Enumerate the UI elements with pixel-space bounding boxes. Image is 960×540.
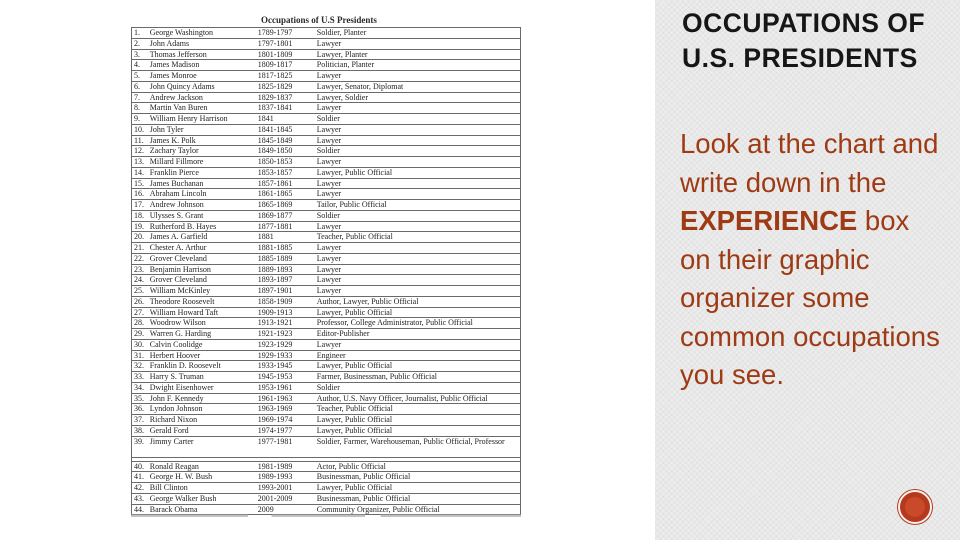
table-row [132, 167, 521, 178]
occupation: Lawyer [315, 38, 521, 49]
row-number: 44. [132, 504, 148, 515]
president-name: Franklin D. Roosevelt [148, 361, 256, 372]
row-number: 34. [132, 382, 148, 393]
slide-title: OCCUPATIONS OF U.S. PRESIDENTS [682, 8, 926, 73]
president-name: George Walker Bush [148, 493, 256, 504]
table-row [132, 103, 521, 114]
president-name: Richard Nixon [148, 415, 256, 426]
president-name: Harry S. Truman [148, 372, 256, 383]
row-number: 7. [132, 92, 148, 103]
row-number: 21. [132, 243, 148, 254]
table-row [132, 60, 521, 71]
occupation: Lawyer, Public Official [315, 167, 521, 178]
row-number: 2. [132, 38, 148, 49]
occupation: Lawyer, Public Official [315, 425, 521, 436]
table-row [132, 461, 521, 472]
slide-corner-badge [898, 490, 932, 524]
president-name: John Quincy Adams [148, 81, 256, 92]
term-years: 1885-1889 [256, 253, 315, 264]
term-years: 1953-1961 [256, 382, 315, 393]
table-row [132, 329, 521, 340]
term-years: 1929-1933 [256, 350, 315, 361]
row-number: 33. [132, 372, 148, 383]
presidents-occupation-table-image [131, 14, 521, 517]
occupation: Lawyer [315, 243, 521, 254]
row-number: 20. [132, 232, 148, 243]
occupation: Community Organizer, Public Official [315, 504, 521, 515]
row-number: 5. [132, 71, 148, 82]
table-row [132, 404, 521, 415]
table-row [132, 146, 521, 157]
occupation: Soldier, Planter [315, 28, 521, 39]
occupation: Soldier [315, 210, 521, 221]
president-name: John Tyler [148, 124, 256, 135]
president-name: Theodore Roosevelt [148, 296, 256, 307]
row-number: 37. [132, 415, 148, 426]
term-years: 1797-1801 [256, 38, 315, 49]
president-name: Herbert Hoover [148, 350, 256, 361]
table-row [132, 221, 521, 232]
presidents-table [131, 27, 521, 515]
occupation: Farmer, Businessman, Public Official [315, 372, 521, 383]
row-number: 31. [132, 350, 148, 361]
term-years: 1858-1909 [256, 296, 315, 307]
president-name: Jimmy Carter [148, 436, 256, 457]
table-row [132, 286, 521, 297]
row-number: 35. [132, 393, 148, 404]
occupation: Lawyer [315, 221, 521, 232]
term-years: 1989-1993 [256, 472, 315, 483]
row-number: 4. [132, 60, 148, 71]
table-title-text: Occupations of U.S Presidents [261, 15, 377, 25]
table-row [132, 493, 521, 504]
president-name: Martin Van Buren [148, 103, 256, 114]
presidents-table-body [132, 28, 521, 515]
row-number: 3. [132, 49, 148, 60]
instructions-text-end: box on their graphic organizer some common occupations you see. [680, 205, 940, 390]
occupation: Lawyer [315, 189, 521, 200]
term-years: 1849-1850 [256, 146, 315, 157]
term-years: 1801-1809 [256, 49, 315, 60]
president-name: James Monroe [148, 71, 256, 82]
occupation: Soldier [315, 382, 521, 393]
table-row [132, 124, 521, 135]
term-years: 1969-1974 [256, 415, 315, 426]
table-row [132, 200, 521, 211]
row-number: 36. [132, 404, 148, 415]
row-number: 11. [132, 135, 148, 146]
occupation: Lawyer [315, 135, 521, 146]
president-name: Barack Obama [148, 504, 256, 515]
term-years: 1857-1861 [256, 178, 315, 189]
row-number: 6. [132, 81, 148, 92]
occupation: Lawyer, Public Official [315, 415, 521, 426]
table-row [132, 318, 521, 329]
row-number: 1. [132, 28, 148, 39]
occupation: Soldier [315, 114, 521, 125]
occupation: Lawyer, Planter [315, 49, 521, 60]
term-years: 1893-1897 [256, 275, 315, 286]
table-row [132, 232, 521, 243]
term-years: 1825-1829 [256, 81, 315, 92]
president-name: Grover Cleveland [148, 253, 256, 264]
president-name: Franklin Pierce [148, 167, 256, 178]
president-name: Calvin Coolidge [148, 339, 256, 350]
president-name: William Howard Taft [148, 307, 256, 318]
president-name: Gerald Ford [148, 425, 256, 436]
slide-instructions [680, 125, 942, 395]
table-row [132, 210, 521, 221]
president-name: Millard Fillmore [148, 157, 256, 168]
term-years: 1993-2001 [256, 483, 315, 494]
occupation: Soldier [315, 146, 521, 157]
term-years: 1841 [256, 114, 315, 125]
table-row [132, 425, 521, 436]
term-years: 1945-1953 [256, 372, 315, 383]
term-years: 1817-1825 [256, 71, 315, 82]
president-name: Dwight Eisenhower [148, 382, 256, 393]
term-years: 2009 [256, 504, 315, 515]
president-name: William McKinley [148, 286, 256, 297]
row-number: 22. [132, 253, 148, 264]
table-row [132, 307, 521, 318]
table-row [132, 372, 521, 383]
row-number: 17. [132, 200, 148, 211]
term-years: 1837-1841 [256, 103, 315, 114]
term-years: 1881 [256, 232, 315, 243]
president-name: James Buchanan [148, 178, 256, 189]
president-name: Thomas Jefferson [148, 49, 256, 60]
row-number: 16. [132, 189, 148, 200]
term-years: 1913-1921 [256, 318, 315, 329]
row-number: 29. [132, 329, 148, 340]
row-number: 26. [132, 296, 148, 307]
table-row [132, 114, 521, 125]
instructions-text-start: Look at the chart and write down in the [680, 128, 939, 198]
president-name: Ronald Reagan [148, 461, 256, 472]
table-row [132, 71, 521, 82]
row-number: 40. [132, 461, 148, 472]
occupation: Lawyer, Public Official [315, 361, 521, 372]
president-name: Lyndon Johnson [148, 404, 256, 415]
president-name: Ulysses S. Grant [148, 210, 256, 221]
president-name: James K. Polk [148, 135, 256, 146]
occupation: Lawyer, Soldier [315, 92, 521, 103]
occupation: Engineer [315, 350, 521, 361]
president-name: William Henry Harrison [148, 114, 256, 125]
table-row [132, 415, 521, 426]
president-name: Abraham Lincoln [148, 189, 256, 200]
term-years: 1809-1817 [256, 60, 315, 71]
president-name: Grover Cleveland [148, 275, 256, 286]
occupation: Lawyer [315, 275, 521, 286]
occupation: Lawyer [315, 253, 521, 264]
table-title [131, 14, 521, 26]
row-number: 8. [132, 103, 148, 114]
row-number: 15. [132, 178, 148, 189]
occupation: Lawyer [315, 339, 521, 350]
president-name: James A. Garfield [148, 232, 256, 243]
occupation: Tailor, Public Official [315, 200, 521, 211]
table-row [132, 361, 521, 372]
term-years: 1869-1877 [256, 210, 315, 221]
term-years: 1977-1981 [256, 436, 315, 457]
row-number: 18. [132, 210, 148, 221]
occupation: Actor, Public Official [315, 461, 521, 472]
table-row [132, 178, 521, 189]
row-number: 12. [132, 146, 148, 157]
row-number: 10. [132, 124, 148, 135]
occupation: Businessman, Public Official [315, 493, 521, 504]
row-number: 28. [132, 318, 148, 329]
table-row [132, 264, 521, 275]
row-number: 27. [132, 307, 148, 318]
table-row [132, 472, 521, 483]
term-years: 1865-1869 [256, 200, 315, 211]
term-years: 1933-1945 [256, 361, 315, 372]
occupation: Lawyer [315, 286, 521, 297]
table-row [132, 189, 521, 200]
row-number: 9. [132, 114, 148, 125]
term-years: 1909-1913 [256, 307, 315, 318]
president-name: Chester A. Arthur [148, 243, 256, 254]
term-years: 1861-1865 [256, 189, 315, 200]
occupation: Lawyer, Public Official [315, 307, 521, 318]
row-number: 30. [132, 339, 148, 350]
row-number: 19. [132, 221, 148, 232]
term-years: 1850-1853 [256, 157, 315, 168]
row-number: 42. [132, 483, 148, 494]
experience-keyword: EXPERIENCE [680, 205, 858, 236]
term-years: 2001-2009 [256, 493, 315, 504]
term-years: 1889-1893 [256, 264, 315, 275]
term-years: 1897-1901 [256, 286, 315, 297]
row-number: 24. [132, 275, 148, 286]
occupation: Author, Lawyer, Public Official [315, 296, 521, 307]
table-row [132, 253, 521, 264]
president-name: John Adams [148, 38, 256, 49]
side-panel [655, 0, 960, 540]
table-row [132, 483, 521, 494]
president-name: Benjamin Harrison [148, 264, 256, 275]
table-row [132, 157, 521, 168]
occupation: Lawyer [315, 157, 521, 168]
table-row [132, 28, 521, 39]
term-years: 1961-1963 [256, 393, 315, 404]
occupation: Lawyer [315, 124, 521, 135]
term-years: 1841-1845 [256, 124, 315, 135]
occupation: Soldier, Farmer, Warehouseman, Public Official, Professor [315, 436, 521, 457]
term-years: 1923-1929 [256, 339, 315, 350]
term-years: 1877-1881 [256, 221, 315, 232]
row-number: 43. [132, 493, 148, 504]
occupation: Teacher, Public Official [315, 404, 521, 415]
occupation: Lawyer [315, 178, 521, 189]
table-row [132, 275, 521, 286]
president-name: Zachary Taylor [148, 146, 256, 157]
row-number: 38. [132, 425, 148, 436]
row-number: 39. [132, 436, 148, 457]
table-row [132, 38, 521, 49]
term-years: 1981-1989 [256, 461, 315, 472]
president-name: Woodrow Wilson [148, 318, 256, 329]
occupation: Lawyer, Senator, Diplomat [315, 81, 521, 92]
occupation: Lawyer [315, 71, 521, 82]
table-footnote-line [131, 514, 521, 517]
president-name: Bill Clinton [148, 483, 256, 494]
table-row [132, 243, 521, 254]
term-years: 1845-1849 [256, 135, 315, 146]
table-row [132, 350, 521, 361]
president-name: James Madison [148, 60, 256, 71]
term-years: 1829-1837 [256, 92, 315, 103]
president-name: Rutherford B. Hayes [148, 221, 256, 232]
occupation: Professor, College Administrator, Public Official [315, 318, 521, 329]
row-number: 13. [132, 157, 148, 168]
term-years: 1921-1923 [256, 329, 315, 340]
president-name: Andrew Jackson [148, 92, 256, 103]
president-name: George H. W. Bush [148, 472, 256, 483]
occupation: Teacher, Public Official [315, 232, 521, 243]
president-name: George Washington [148, 28, 256, 39]
row-number: 14. [132, 167, 148, 178]
table-row [132, 49, 521, 60]
table-row [132, 296, 521, 307]
occupation: Businessman, Public Official [315, 472, 521, 483]
table-row [132, 92, 521, 103]
term-years: 1974-1977 [256, 425, 315, 436]
table-row [132, 339, 521, 350]
president-name: John F. Kennedy [148, 393, 256, 404]
occupation: Lawyer [315, 103, 521, 114]
president-name: Warren G. Harding [148, 329, 256, 340]
occupation: Author, U.S. Navy Officer, Journalist, Public Official [315, 393, 521, 404]
table-row [132, 81, 521, 92]
table-row [132, 393, 521, 404]
term-years: 1789-1797 [256, 28, 315, 39]
president-name: Andrew Johnson [148, 200, 256, 211]
row-number: 32. [132, 361, 148, 372]
occupation: Lawyer, Public Official [315, 483, 521, 494]
table-row [132, 382, 521, 393]
table-row [132, 135, 521, 146]
row-number: 41. [132, 472, 148, 483]
row-number: 23. [132, 264, 148, 275]
occupation: Lawyer [315, 264, 521, 275]
occupation: Politician, Planter [315, 60, 521, 71]
row-number: 25. [132, 286, 148, 297]
occupation: Editor-Publisher [315, 329, 521, 340]
term-years: 1881-1885 [256, 243, 315, 254]
table-row [132, 436, 521, 457]
term-years: 1963-1969 [256, 404, 315, 415]
term-years: 1853-1857 [256, 167, 315, 178]
